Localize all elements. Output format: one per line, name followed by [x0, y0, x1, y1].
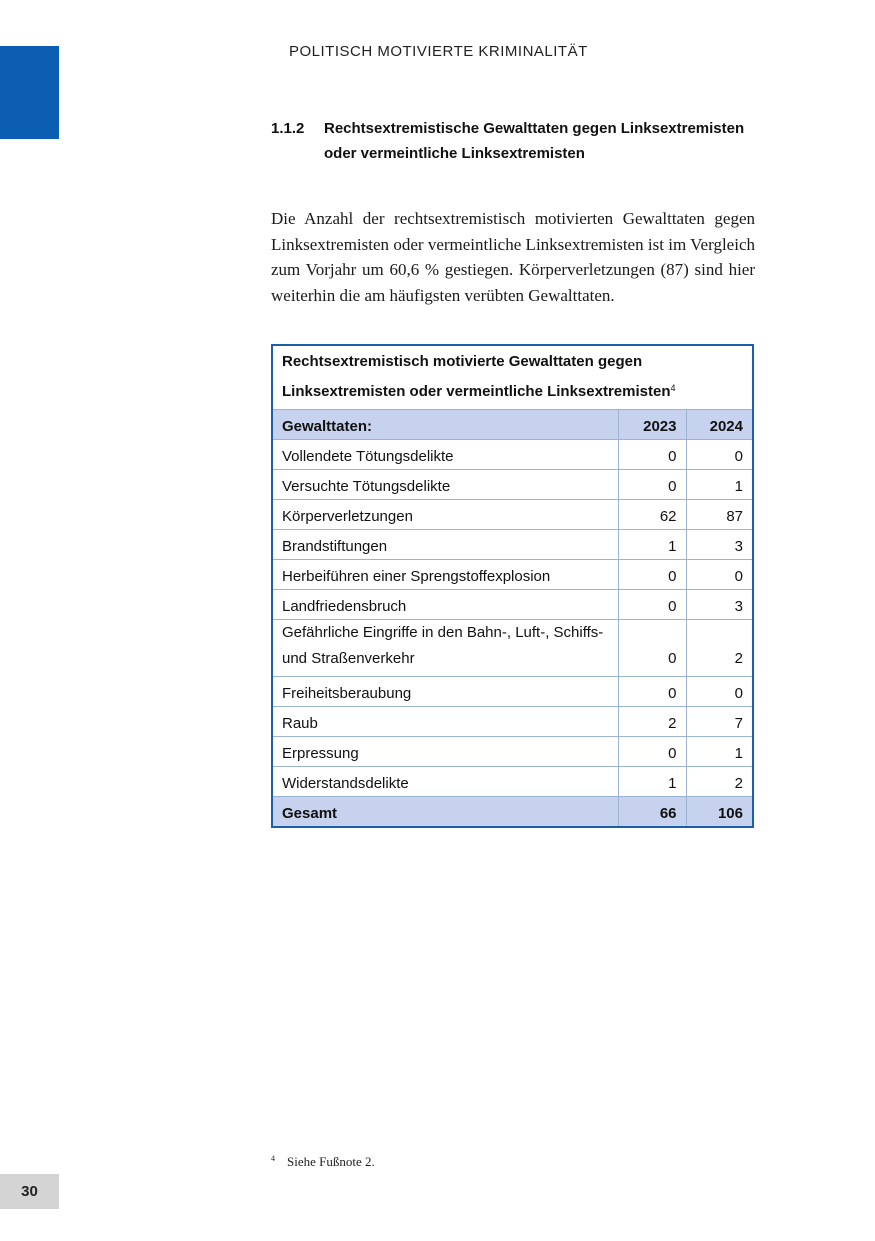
value-2024: 3 — [686, 590, 753, 620]
table-row — [272, 500, 753, 530]
table-row — [272, 530, 753, 560]
violence-statistics-table — [271, 344, 754, 828]
footnote — [271, 1154, 375, 1170]
running-header: POLITISCH MOTIVIERTE KRIMINALITÄT — [289, 43, 588, 60]
row-label: Vollendete Tötungsdelikte — [272, 440, 618, 470]
value-2023: 0 — [618, 590, 686, 620]
value-2024: 87 — [686, 500, 753, 530]
row-label: Landfriedensbruch — [272, 590, 618, 620]
value-2023: 1 — [618, 767, 686, 797]
body-paragraph: Die Anzahl der rechtsextremistisch motivierten Gewalttaten gegen Linksextremisten oder vermeintliche Linksextremisten ist im Vergleich zum Vorjahr um 60,6 % gestiegen. Körperverletzungen (87) sind hier weiterhin die am häufigsten verübten Gewalttaten. — [271, 209, 755, 305]
row-label: Versuchte Tötungsdelikte — [272, 470, 618, 500]
value-2024: 2 — [686, 767, 753, 797]
column-header-offense: Gewalttaten: — [272, 410, 618, 440]
value-2023: 0 — [618, 677, 686, 707]
value-2024: 0 — [686, 560, 753, 590]
column-header-2023: 2023 — [618, 410, 686, 440]
table-row — [272, 560, 753, 590]
row-label: Freiheitsberaubung — [272, 677, 618, 707]
table-header-row — [272, 410, 753, 440]
value-2024: 0 — [686, 440, 753, 470]
row-label: Gefährliche Eingriffe in den Bahn-, Luft-, Schiffs- und Straßenverkehr — [272, 620, 618, 677]
value-2024: 1 — [686, 737, 753, 767]
table-row — [272, 440, 753, 470]
value-2024: 7 — [686, 707, 753, 737]
row-label: Herbeiführen einer Sprengstoffexplosion — [272, 560, 618, 590]
value-2023: 62 — [618, 500, 686, 530]
table-row — [272, 707, 753, 737]
value-2024: 3 — [686, 530, 753, 560]
total-2024: 106 — [686, 797, 753, 827]
row-label: Körperverletzungen — [272, 500, 618, 530]
row-label: Widerstandsdelikte — [272, 767, 618, 797]
row-label: Erpressung — [272, 737, 618, 767]
value-2024: 2 — [686, 620, 753, 677]
section-number: 1.1.2 — [271, 120, 305, 137]
total-2023: 66 — [618, 797, 686, 827]
table-row — [272, 677, 753, 707]
section-title: Rechtsextremistische Gewalttaten gegen Linksextremisten oder vermeintliche Linksextremisten — [324, 120, 745, 162]
section-heading — [271, 116, 761, 166]
table-row — [272, 620, 753, 677]
footnote-text: Siehe Fußnote 2. — [287, 1154, 375, 1169]
value-2023: 0 — [618, 620, 686, 677]
footnote-mark: 4 — [271, 1154, 275, 1163]
table-row — [272, 737, 753, 767]
value-2023: 0 — [618, 737, 686, 767]
column-header-2024: 2024 — [686, 410, 753, 440]
value-2024: 0 — [686, 677, 753, 707]
table-title-footnote-mark: 4 — [670, 383, 676, 393]
value-2023: 0 — [618, 560, 686, 590]
value-2023: 0 — [618, 440, 686, 470]
value-2023: 1 — [618, 530, 686, 560]
table-total-row — [272, 797, 753, 827]
total-label: Gesamt — [272, 797, 618, 827]
value-2023: 2 — [618, 707, 686, 737]
table-row — [272, 590, 753, 620]
table-row — [272, 470, 753, 500]
table-title — [272, 345, 753, 410]
page-number: 30 — [0, 1174, 59, 1209]
value-2024: 1 — [686, 470, 753, 500]
row-label: Brandstiftungen — [272, 530, 618, 560]
row-label: Raub — [272, 707, 618, 737]
value-2023: 0 — [618, 470, 686, 500]
side-color-tab — [0, 46, 59, 139]
table-row — [272, 767, 753, 797]
table-title-text: Rechtsextremistisch motivierte Gewalttaten gegen Linksextremisten oder vermeintliche Linksextremisten — [282, 353, 671, 400]
